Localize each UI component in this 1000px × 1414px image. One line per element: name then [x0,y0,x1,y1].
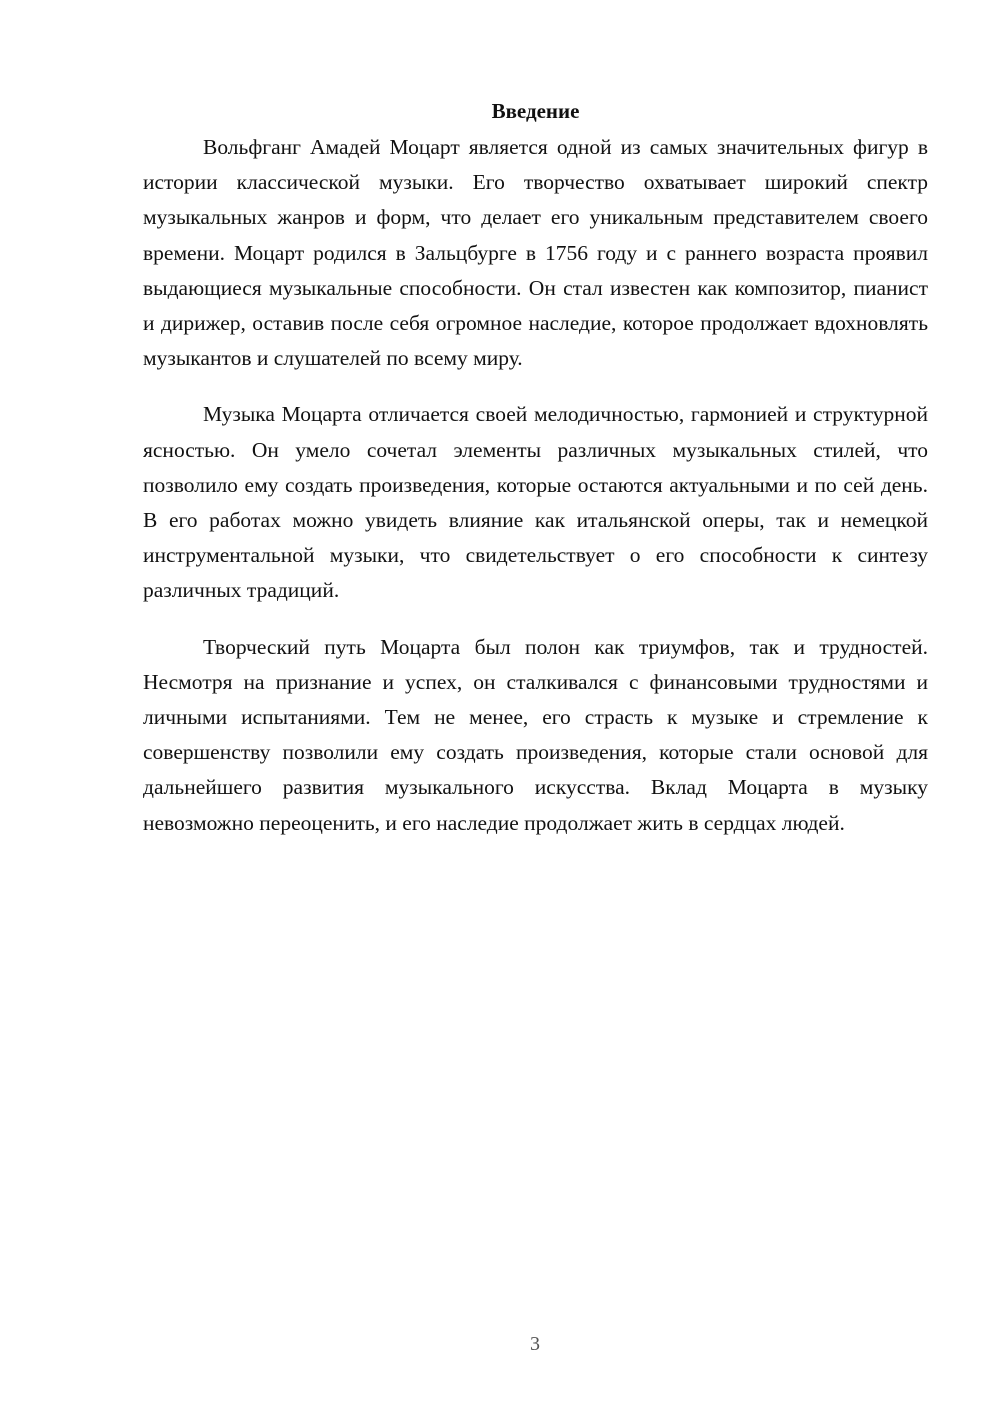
paragraph-3: Творческий путь Моцарта был полон как триумфов, так и трудностей. Несмотря на признание и успех, он сталкивался с финансовыми трудностями и личными испытаниями. Тем не менее, его страсть к музыке и стремление к совершенству позволили ему создать произведения, которые стали основой для дальнейшего развития музыкального искусства. Вклад Моцарта в музыку невозможно переоценить, и его наследие продолжает жить в сердцах людей. [143,634,928,835]
page-content [143,94,928,862]
paragraph-1: Вольфганг Амадей Моцарт является одной из самых значительных фигур в истории классической музыки. Его творчество охватывает широкий спектр музыкальных жанров и форм, что делает его уникальным представителем своего времени. Моцарт родился в Зальцбурге в 1756 году и с раннего возраста проявил выдающиеся музыкальные способности. Он стал известен как композитор, пианист и дирижер, оставив после себя огромное наследие, которое продолжает вдохновлять музыкантов и слушателей по всему миру. [143,135,928,371]
section-heading: Введение [491,99,580,123]
page-number: 3 [530,1333,540,1355]
paragraph-2: Музыка Моцарта отличается своей мелодичностью, гармонией и структурной ясностью. Он умело сочетал элементы различных музыкальных стилей, что позволило ему создать произведения, которые остаются актуальными и по сей день. В его работах можно увидеть влияние как итальянской оперы, так и немецкой инструментальной музыки, что свидетельствует о его способности к синтезу различных традиций. [143,402,928,603]
